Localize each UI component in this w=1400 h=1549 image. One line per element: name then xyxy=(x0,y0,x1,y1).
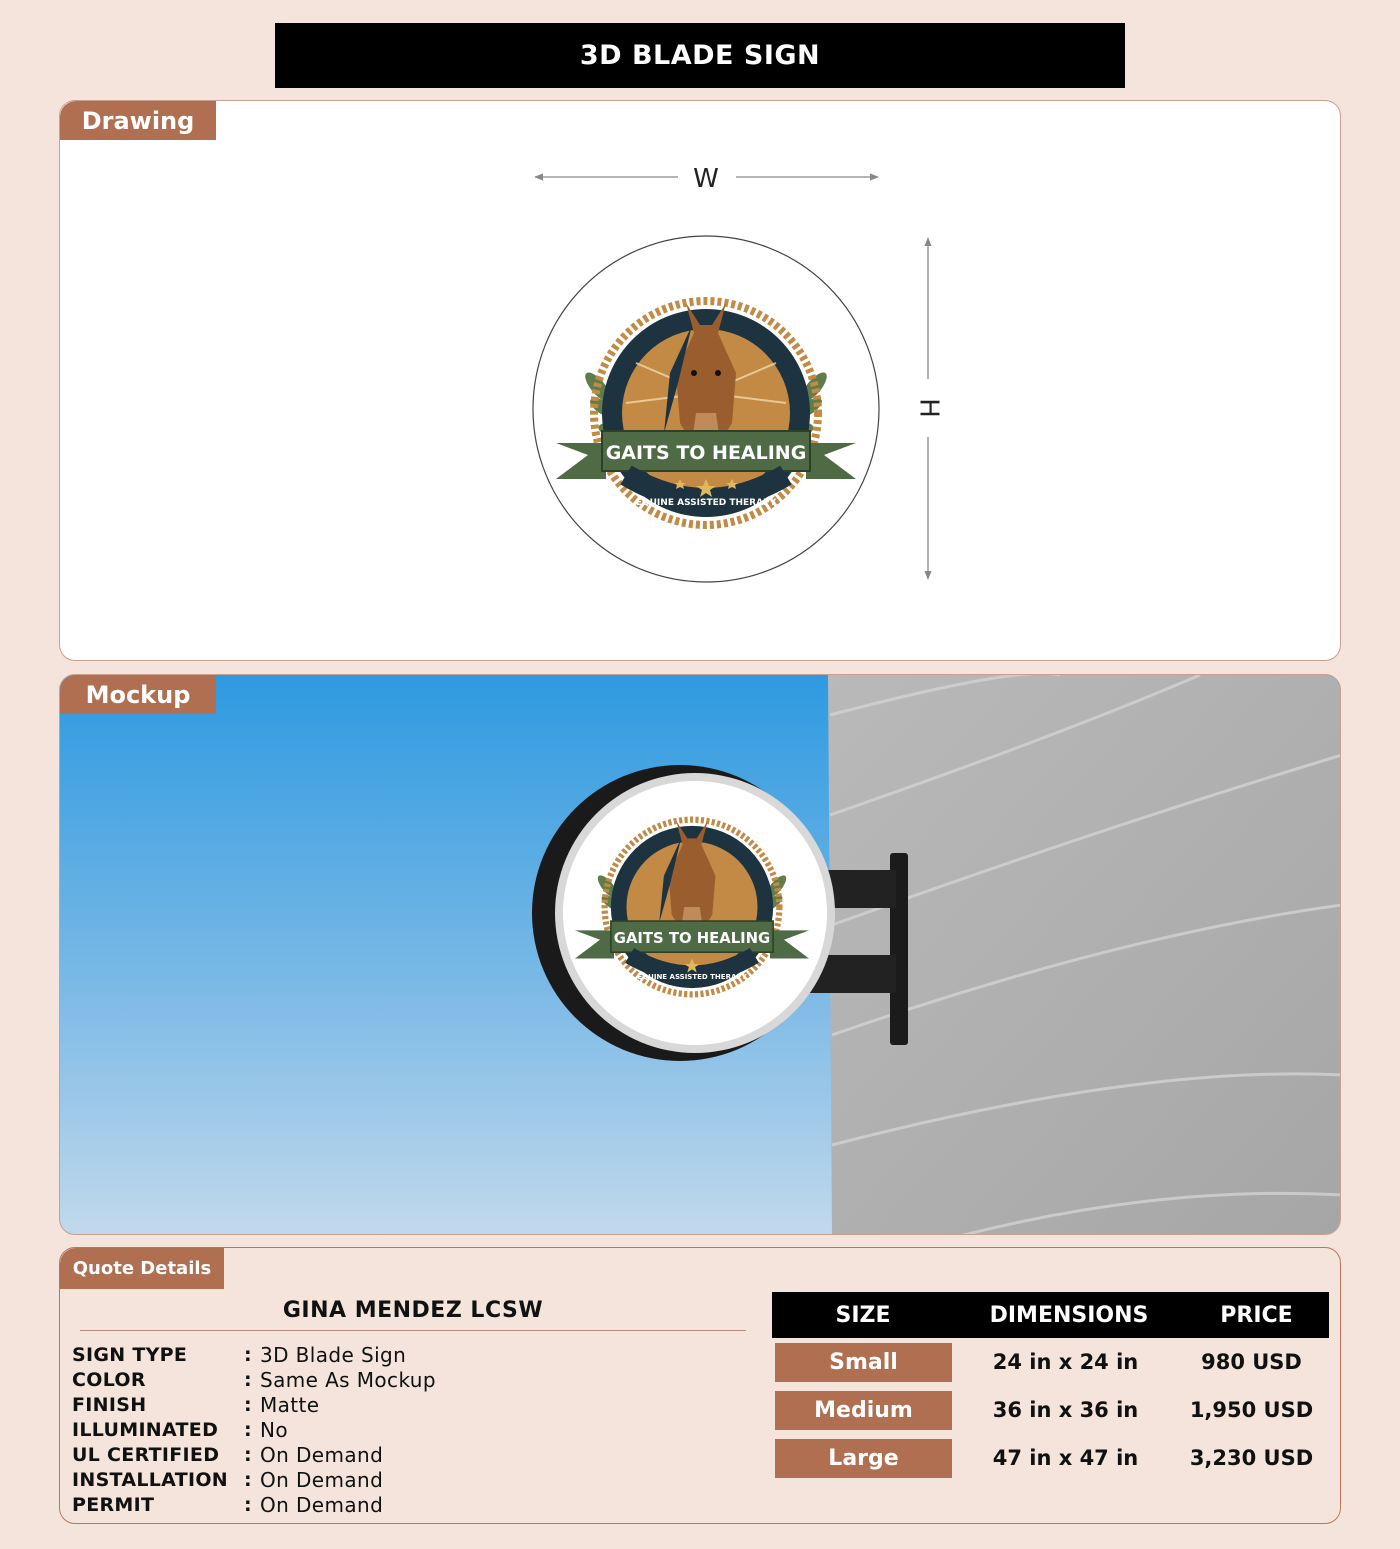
height-label: H xyxy=(913,398,944,418)
page-title: 3D BLADE SIGN xyxy=(275,23,1125,88)
spec-value: Same As Mockup xyxy=(260,1367,436,1392)
spec-row: ILLUMINATED : No xyxy=(72,1417,288,1442)
drawing-tab: Drawing xyxy=(60,101,216,140)
spec-row: COLOR : Same As Mockup xyxy=(72,1367,436,1392)
quote-details-tab: Quote Details xyxy=(60,1248,224,1289)
header-size: SIZE xyxy=(835,1302,891,1328)
spec-value: On Demand xyxy=(260,1492,384,1517)
spec-value: On Demand xyxy=(260,1442,384,1467)
logo-subtitle: EQUINE ASSISTED THERAPY xyxy=(635,498,777,508)
spec-value: On Demand xyxy=(260,1467,384,1492)
mockup-panel xyxy=(59,674,1341,1235)
size-medium-chip: Medium xyxy=(775,1391,952,1430)
spec-label: PERMIT xyxy=(72,1493,155,1516)
mockup-logo-subtitle: EQUINE ASSISTED THERAPY xyxy=(637,971,747,981)
spec-list xyxy=(72,1342,436,1517)
width-label: W xyxy=(693,164,719,194)
quote-details-panel xyxy=(59,1247,1341,1524)
price-table-header xyxy=(772,1292,1329,1338)
drawing-panel xyxy=(59,100,1341,661)
mockup-scene xyxy=(60,675,1341,1235)
price-cell: 1,950 USD xyxy=(1189,1398,1314,1422)
mockup-tab: Mockup xyxy=(60,675,216,714)
spec-label: COLOR xyxy=(72,1368,146,1391)
spec-value: 3D Blade Sign xyxy=(260,1342,407,1367)
client-divider xyxy=(80,1330,746,1331)
table-row xyxy=(772,1338,1329,1386)
price-table xyxy=(772,1292,1329,1482)
spec-label: ILLUMINATED xyxy=(72,1418,219,1441)
size-large-chip: Large xyxy=(775,1439,952,1478)
spec-row: FINISH : Matte xyxy=(72,1392,320,1417)
dimensions-cell: 24 in x 24 in xyxy=(992,1350,1139,1374)
spec-row: SIGN TYPE : 3D Blade Sign xyxy=(72,1342,407,1367)
spec-row: PERMIT : On Demand xyxy=(72,1492,384,1517)
spec-row: UL CERTIFIED : On Demand xyxy=(72,1442,384,1467)
header-dimensions: DIMENSIONS xyxy=(989,1302,1149,1328)
client-name: GINA MENDEZ LCSW xyxy=(282,1298,544,1323)
spec-value: No xyxy=(260,1417,288,1442)
logo-title: GAITS TO HEALING xyxy=(605,442,807,464)
size-small-chip: Small xyxy=(775,1343,952,1382)
spec-label: INSTALLATION xyxy=(72,1468,228,1491)
price-cell: 3,230 USD xyxy=(1189,1446,1314,1470)
table-row xyxy=(772,1386,1329,1434)
spec-row: INSTALLATION : On Demand xyxy=(72,1467,384,1492)
spec-label: UL CERTIFIED xyxy=(72,1443,220,1466)
spec-value: Matte xyxy=(260,1392,320,1417)
mockup-logo-title: GAITS TO HEALING xyxy=(613,929,771,947)
dimensions-cell: 47 in x 47 in xyxy=(992,1446,1139,1470)
table-row xyxy=(772,1434,1329,1482)
dimensions-cell: 36 in x 36 in xyxy=(992,1398,1139,1422)
price-cell: 980 USD xyxy=(1201,1350,1302,1374)
header-price: PRICE xyxy=(1220,1302,1293,1328)
spec-label: FINISH xyxy=(72,1393,147,1416)
sign-drawing xyxy=(60,101,1341,661)
spec-label: SIGN TYPE xyxy=(72,1343,188,1366)
